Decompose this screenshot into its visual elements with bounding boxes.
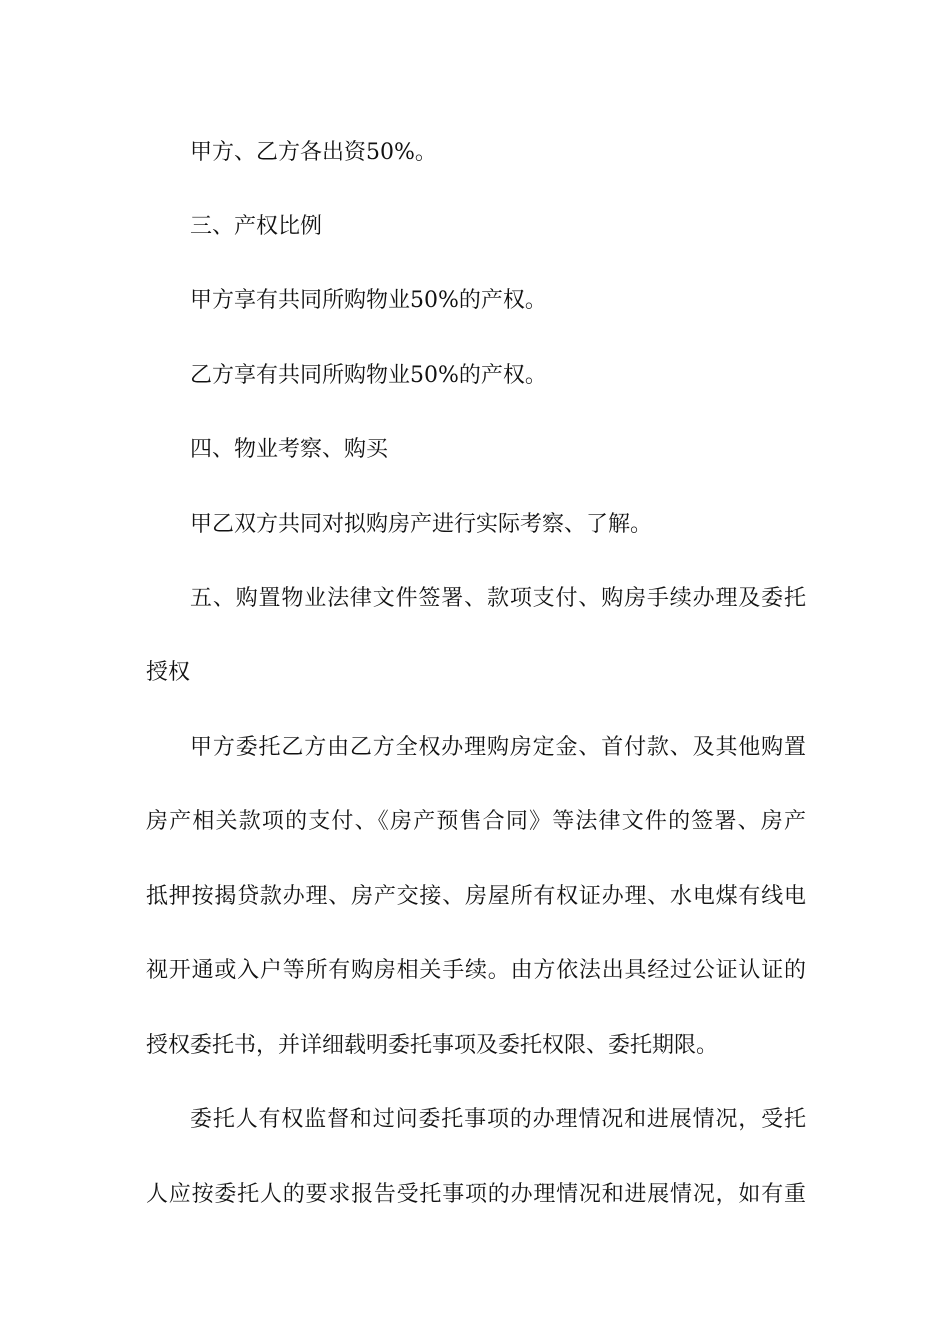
paragraph-line: 甲方享有共同所购物业50%的产权。 xyxy=(190,288,547,313)
section-heading: 三、产权比例 xyxy=(190,214,323,239)
paragraph-line: 人应按委托人的要求报告受托事项的办理情况和进展情况，如有重 xyxy=(146,1182,806,1207)
paragraph-line: 抵押按揭贷款办理、房产交接、房屋所有权证办理、水电煤有线电 xyxy=(146,884,806,909)
paragraph-line: 委托人有权监督和过问委托事项的办理情况和进展情况，受托 xyxy=(190,1107,806,1132)
section-heading: 四、物业考察、购买 xyxy=(190,437,389,462)
paragraph-line: 授权委托书，并详细载明委托事项及委托权限、委托期限。 xyxy=(146,1033,719,1058)
paragraph-line: 房产相关款项的支付、《房产预售合同》等法律文件的签署、房产 xyxy=(146,809,806,834)
paragraph-line: 乙方享有共同所购物业50%的产权。 xyxy=(190,363,547,388)
paragraph-line: 甲乙双方共同对拟购房产进行实际考察、了解。 xyxy=(190,512,653,537)
section-heading: 五、购置物业法律文件签署、款项支付、购房手续办理及委托 xyxy=(190,586,806,611)
paragraph-line: 视开通或入户等所有购房相关手续。由方依法出具经过公证认证的 xyxy=(146,958,806,983)
section-heading: 授权 xyxy=(146,660,191,685)
paragraph-line: 甲方委托乙方由乙方全权办理购房定金、首付款、及其他购置 xyxy=(190,735,806,760)
paragraph-line: 甲方、乙方各出资50%。 xyxy=(190,140,437,165)
